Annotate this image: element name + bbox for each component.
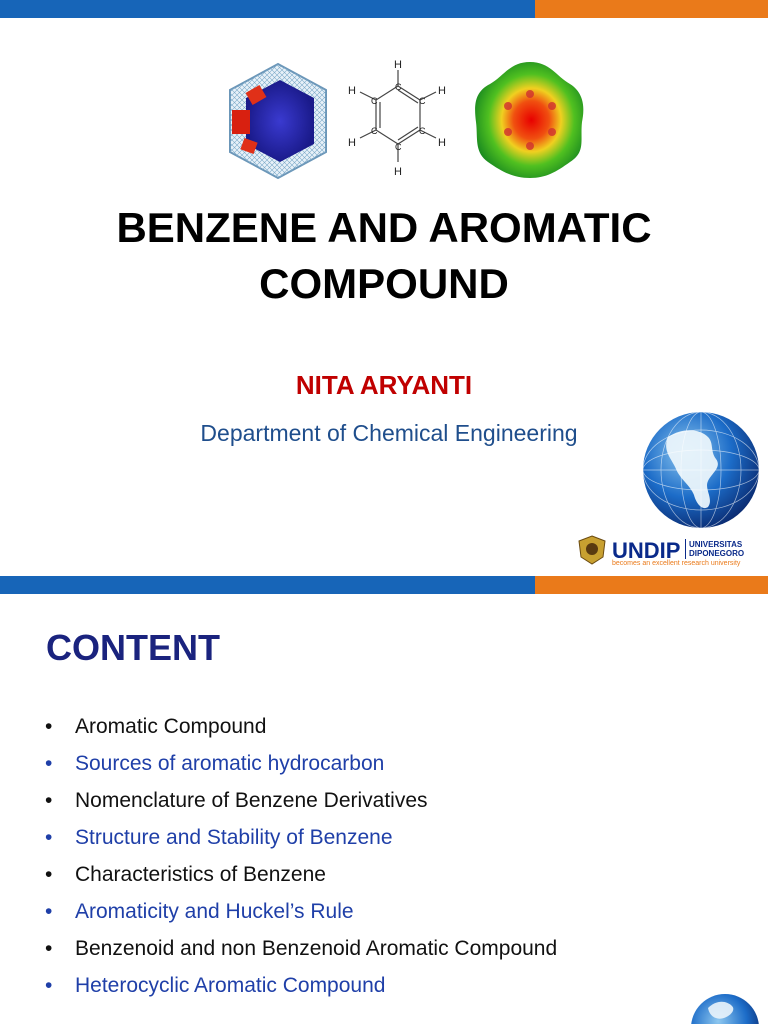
bullet-point: • — [45, 789, 53, 812]
accent-bar-orange — [535, 0, 768, 18]
atom-label-c: C — [395, 82, 402, 92]
university-seal-icon — [578, 535, 606, 565]
bullet-point: • — [45, 937, 53, 960]
globe-icon — [690, 988, 760, 1024]
logo-divider — [685, 539, 686, 559]
bullet-point: • — [45, 715, 53, 738]
logo-name: UNDIP — [612, 538, 681, 563]
benzene-structure-diagram — [340, 58, 460, 178]
atom-label-c: C — [419, 96, 426, 106]
bullet-point: • — [45, 826, 53, 849]
bottom-accent-bar — [0, 576, 768, 594]
content-item-text: Sources of aromatic hydrocarbon — [75, 752, 385, 775]
content-list-item — [45, 708, 557, 745]
bullet-point: • — [45, 863, 53, 886]
atom-label-c: C — [419, 126, 426, 136]
content-item-text: Aromaticity and Huckel’s Rule — [75, 900, 354, 923]
content-list — [45, 708, 557, 1004]
content-item-text: Nomenclature of Benzene Derivatives — [75, 789, 428, 812]
undip-logo — [578, 533, 763, 569]
accent-bar-blue — [0, 576, 535, 594]
department-name: Department of Chemical Engineering — [200, 420, 578, 446]
top-accent-bar — [0, 0, 768, 18]
content-list-item — [45, 782, 557, 819]
atom-label-h: H — [394, 59, 402, 71]
content-list-item — [45, 930, 557, 967]
globe-icon — [638, 407, 764, 533]
atom-label-h: H — [394, 166, 402, 178]
content-item-text: Heterocyclic Aromatic Compound — [75, 974, 386, 997]
accent-bar-orange — [535, 576, 768, 594]
logo-tagline: becomes an excellent research university — [612, 560, 741, 567]
content-item-text: Benzenoid and non Benzenoid Aromatic Compound — [75, 937, 558, 960]
atom-label-c: C — [371, 126, 378, 136]
content-list-item — [45, 819, 557, 856]
atom-label-c: C — [371, 96, 378, 106]
logo-university-line-1: UNIVERSITAS — [689, 540, 743, 549]
content-slide — [0, 594, 768, 1024]
content-item-text: Structure and Stability of Benzene — [75, 826, 393, 849]
atom-label-h: H — [438, 85, 446, 97]
atom-label-h: H — [348, 85, 356, 97]
benzene-electrostatic-map-image — [470, 58, 588, 182]
content-heading: CONTENT — [46, 627, 220, 668]
author-name: NITA ARYANTI — [295, 370, 473, 400]
title-line-1: BENZENE AND AROMATIC — [116, 204, 652, 251]
bullet-point: • — [45, 752, 53, 775]
presentation-title — [0, 200, 768, 312]
content-item-text: Characteristics of Benzene — [75, 863, 326, 886]
content-list-item — [45, 856, 557, 893]
content-list-item — [45, 745, 557, 782]
atom-label-h: H — [438, 137, 446, 149]
accent-bar-blue — [0, 0, 535, 18]
atom-label-c: C — [395, 142, 402, 152]
content-list-item — [45, 967, 557, 1004]
benzene-wireframe-model-image — [222, 60, 334, 182]
bullet-point: • — [45, 900, 53, 923]
content-list-item — [45, 893, 557, 930]
logo-university-line-2: DIPONEGORO — [689, 549, 745, 558]
content-item-text: Aromatic Compound — [75, 715, 267, 738]
logo-university-name — [689, 540, 744, 558]
bullet-point: • — [45, 974, 53, 997]
atom-label-h: H — [348, 137, 356, 149]
title-line-2: COMPOUND — [259, 260, 509, 307]
